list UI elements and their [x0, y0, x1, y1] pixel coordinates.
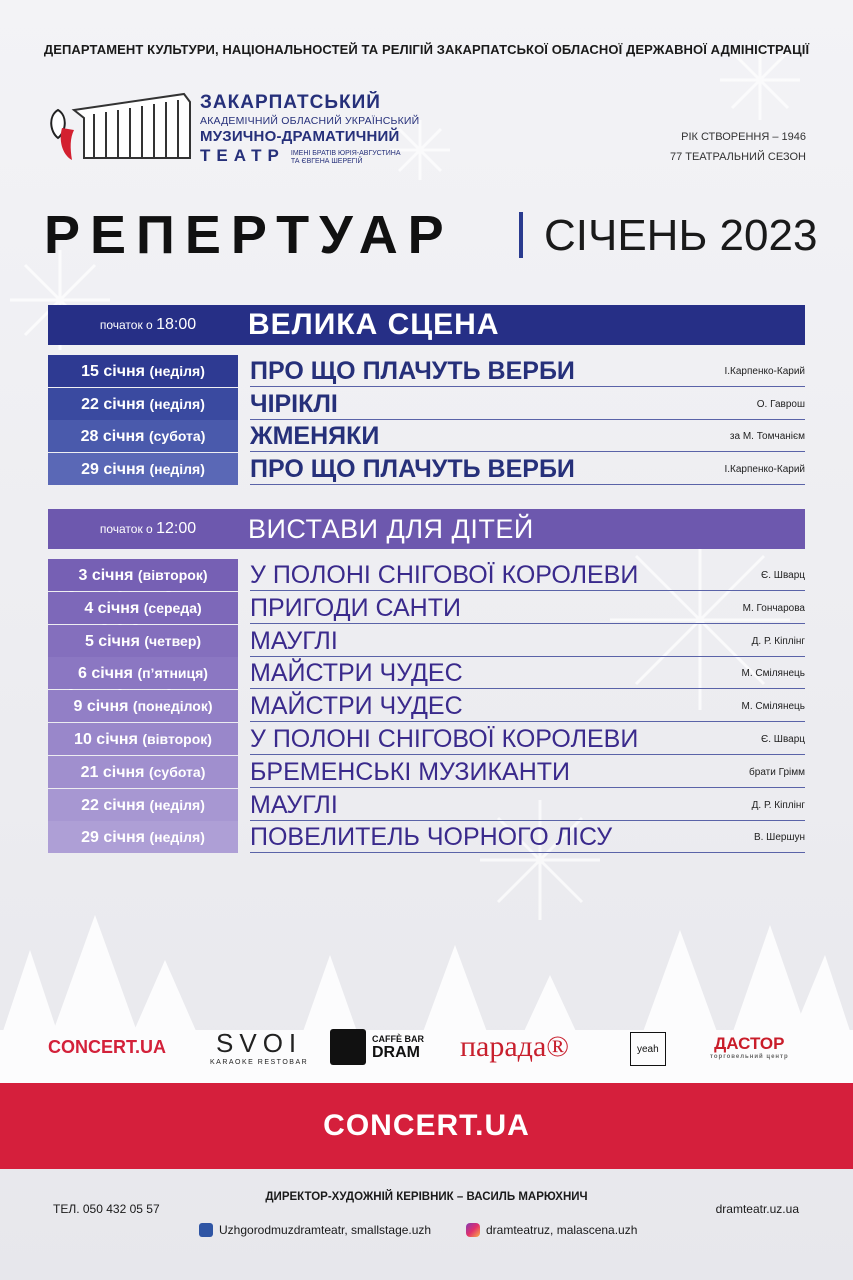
show-row: [48, 821, 805, 853]
kids-header: [48, 509, 805, 549]
show-row: [48, 723, 805, 755]
show-row: [48, 388, 805, 420]
facebook-handles: Uzhgorodmuzdramteatr, smallstage.uzh: [219, 1223, 432, 1237]
concert-logo[interactable]: CONCERT.UA: [48, 1036, 167, 1057]
start-prefix: початок о: [99, 318, 153, 332]
facebook-link[interactable]: [199, 1222, 431, 1238]
show-row: [48, 355, 805, 387]
show-title: МАУГЛІ: [250, 790, 338, 819]
show-author: Є. Шварц: [761, 734, 805, 745]
big-stage-start: [48, 316, 248, 334]
show-date-text: 29 січня: [81, 460, 145, 478]
show-date-text: 10 січня: [74, 731, 138, 748]
show-date-text: 3 січня: [78, 567, 134, 584]
show-date-text: 6 січня: [78, 665, 133, 683]
show-author: І.Карпенко-Карий: [724, 366, 805, 377]
show-day: (субота): [148, 763, 206, 780]
show-day: (неділя): [149, 395, 205, 412]
show-date: [48, 388, 238, 420]
big-stage-title: ВЕЛИКА СЦЕНА: [248, 308, 500, 341]
show-date: [48, 657, 238, 689]
show-date: [48, 453, 238, 485]
show-day: (неділя): [149, 829, 205, 846]
show-date-text: 22 січня: [81, 796, 145, 814]
show-title: ПРО ЩО ПЛАЧУТЬ ВЕРБИ: [250, 357, 575, 385]
show-row: [48, 453, 805, 485]
phone-number[interactable]: ТЕЛ. 050 432 05 57: [53, 1202, 160, 1216]
show-date: [48, 625, 238, 657]
show-author: М. Гончарова: [742, 602, 805, 614]
parada-logo[interactable]: парада®: [460, 1030, 570, 1063]
row-divider: [250, 484, 805, 485]
theatre-name-line2: АКАДЕМІЧНИЙ ОБЛАСНИЙ УКРАЇНСЬКИЙ: [200, 115, 420, 127]
show-author: В. Шершун: [753, 832, 805, 844]
kids-title: ВИСТАВИ ДЛЯ ДІТЕЙ: [248, 513, 534, 544]
show-title: МАЙСТРИ ЧУДЕС: [250, 692, 463, 721]
show-date: [48, 355, 238, 387]
show-date: [48, 756, 238, 788]
show-title: ЖМЕНЯКИ: [250, 422, 380, 450]
svoi-logo-sub: KARAOKE RESTOBAR: [210, 1059, 309, 1066]
show-title: МАЙСТРИ ЧУДЕС: [250, 659, 463, 688]
show-row: [48, 592, 805, 624]
dastor-logo-sub: торговельний центр: [710, 1054, 789, 1060]
show-title: МАУГЛІ: [250, 626, 338, 655]
concert-banner[interactable]: CONCERT.UA: [0, 1083, 853, 1169]
show-row: [48, 690, 805, 722]
season-number: 77 ТЕАТРАЛЬНИЙ СЕЗОН: [669, 151, 806, 163]
month-title: СІЧЕНЬ 2023: [544, 211, 818, 260]
show-title: У ПОЛОНІ СНІГОВОЇ КОРОЛЕВИ: [250, 561, 639, 589]
page-title: РЕПЕРТУАР: [44, 205, 454, 265]
department-header: ДЕПАРТАМЕНТ КУЛЬТУРИ, НАЦІОНАЛЬНОСТЕЙ ТА РЕЛІГІЙ ЗАКАРПАТСЬКОЇ ОБЛАСНОЇ ДЕРЖАВНОЇ АДМІНІСТРАЦІЇ: [43, 42, 810, 57]
show-day: (вівторок): [142, 731, 212, 747]
row-divider: [250, 852, 805, 853]
show-author: І.Карпенко-Карий: [724, 463, 805, 475]
yeah-logo[interactable]: yeah: [630, 1032, 666, 1066]
website-link[interactable]: dramteatr.uz.ua: [715, 1202, 799, 1216]
show-author: брати Грімм: [749, 766, 805, 778]
show-date: [48, 420, 238, 452]
start-time: 18:00: [156, 316, 197, 333]
show-day: (неділя): [149, 796, 205, 813]
show-day: (вівторок): [137, 567, 208, 583]
theatre-name-line5b: ТА ЄВГЕНА ШЕРЕГІЙ: [290, 158, 363, 165]
show-date-text: 4 січня: [84, 599, 140, 617]
founded-info: [670, 127, 806, 167]
show-date-text: 29 січня: [81, 829, 145, 847]
show-title: БРЕМЕНСЬКІ МУЗИКАНТИ: [250, 757, 570, 786]
show-title: У ПОЛОНІ СНІГОВОЇ КОРОЛЕВИ: [250, 725, 639, 753]
theatre-name-line5a: ІМЕНІ БРАТІВ ЮРІЯ-АВГУСТИНА: [290, 150, 401, 157]
start-time: 12:00: [156, 520, 197, 537]
show-date-text: 15 січня: [81, 363, 145, 380]
show-date-text: 21 січня: [80, 763, 145, 781]
show-author: М. Смілянець: [741, 668, 805, 680]
caffe-bar-icon: [330, 1029, 366, 1065]
instagram-handles: dramteatruz, malascena.uzh: [486, 1223, 638, 1237]
show-title: ПРО ЩО ПЛАЧУТЬ ВЕРБИ: [250, 454, 575, 483]
dastor-logo-text: ДАСТОР: [714, 1034, 785, 1053]
show-author: Є. Шварц: [761, 570, 805, 581]
theatre-name: [200, 92, 419, 166]
instagram-link[interactable]: [466, 1222, 637, 1238]
instagram-icon: [466, 1223, 480, 1237]
theatre-name-line1: ЗАКАРПАТСЬКИЙ: [200, 92, 381, 113]
sponsor-logos: [0, 1022, 853, 1072]
show-author: за М. Томчанієм: [729, 431, 805, 442]
show-date-text: 9 січня: [73, 698, 129, 716]
show-date-text: 5 січня: [84, 632, 140, 650]
show-author: Д. Р. Кіплінг: [751, 635, 805, 647]
svoi-logo[interactable]: [210, 1022, 308, 1072]
facebook-icon: [199, 1223, 213, 1237]
show-day: (середа): [143, 599, 202, 616]
show-author: Д. Р. Кіплінг: [751, 799, 805, 811]
kids-start: [48, 520, 248, 538]
show-date: [48, 789, 238, 821]
show-date: [48, 821, 238, 853]
show-author: О. Гаврош: [756, 398, 805, 410]
dastor-logo[interactable]: [710, 1022, 789, 1072]
show-date: [48, 723, 238, 755]
show-row: [48, 559, 805, 591]
show-day: (понеділок): [132, 698, 213, 715]
founded-year: РІК СТВОРЕННЯ – 1946: [681, 131, 806, 143]
director-info: ДИРЕКТОР-ХУДОЖНІЙ КЕРІВНИК – ВАСИЛЬ МАРЮХНИЧ: [265, 1191, 588, 1203]
caffe-bar-logo[interactable]: [330, 1022, 424, 1072]
show-row: [48, 657, 805, 689]
theatre-name-line3: МУЗИЧНО-ДРАМАТИЧНИЙ: [200, 128, 400, 145]
theatre-name-line4: ТЕАТР: [200, 146, 285, 165]
show-date: [48, 592, 238, 624]
show-title: ПРИГОДИ САНТИ: [250, 593, 461, 622]
caffe-bar-top: CAFFÈ BAR: [372, 1033, 424, 1044]
svoi-logo-text: SVOI: [216, 1028, 303, 1058]
caffe-bar-main: DRAM: [372, 1043, 420, 1061]
show-day: (п’ятниця): [137, 665, 208, 682]
show-title: ЧІРІКЛІ: [250, 389, 338, 418]
show-date-text: 22 січня: [81, 395, 145, 413]
show-day: (неділя): [149, 460, 205, 477]
show-title: ПОВЕЛИТЕЛЬ ЧОРНОГО ЛІСУ: [250, 823, 613, 852]
theatre-logo-icon: [44, 88, 194, 166]
big-stage-header: [48, 305, 805, 345]
show-date: [48, 559, 238, 591]
show-author: М. Смілянець: [741, 701, 805, 713]
title-divider: [519, 212, 523, 258]
start-prefix: початок о: [99, 522, 153, 536]
show-date-text: 28 січня: [80, 428, 145, 445]
show-row: [48, 420, 805, 452]
show-row: [48, 625, 805, 657]
show-day: (четвер): [144, 632, 202, 649]
show-row: [48, 756, 805, 788]
show-day: (неділя): [149, 363, 205, 379]
show-day: (субота): [148, 428, 206, 444]
show-row: [48, 789, 805, 821]
show-date: [48, 690, 238, 722]
